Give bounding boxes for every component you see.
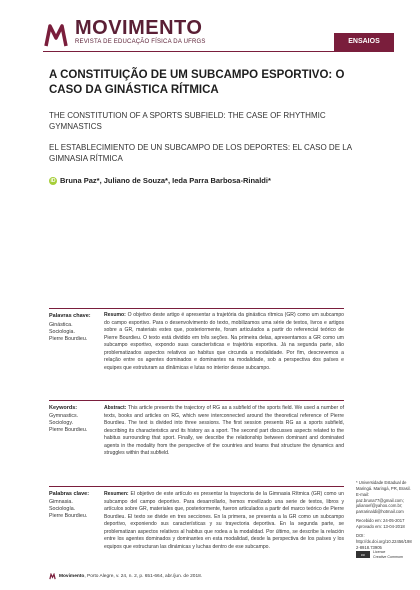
abstract-body: O objetivo deste artigo é apresentar a trajetória da ginástica rítmica (GR) como um subcampo do campo esportivo. Para o desenvolvimento do texto, mobilizamos uma série de textos, livros e artigos sobre a GR, materiais estes que, posteriormente, foram articulados a partir do referencial teórico de Pierre Bourdieu. O texto está dividido em três seções. Na primeira delas, apresentamos a GR como um subcampo esportivo, expondo suas características e trajetória esportiva. Já na segunda parte, são problematizados aspectos relativos ao habitus que circunda a modalidade. Por fim, descrevemos a relação entre os agentes dominados e dominantes na modalidade, sob a perspectiva dos países e equipes que estruturam as dinâmicas e lutas no interior desse subcampo.	[104, 312, 344, 371]
author-emails[interactable]: E-mail: paz.bruna77@gmail.com; julianoef@yahoo.com.br; parrarinaldi@hotmail.com	[356, 492, 404, 514]
abstract-label: Abstract:	[104, 405, 127, 411]
author-affiliation: * Universidade Estadual de Maringá. Maringá, PR, Brasil.	[356, 480, 411, 491]
abstract-divider	[49, 400, 344, 401]
doi-label: DOI:	[356, 533, 365, 538]
keywords-list	[49, 499, 87, 520]
keyword: Sociology.	[49, 420, 74, 426]
journal-brand: MOVIMENTO	[75, 17, 203, 39]
keywords-heading: Palabras clave:	[49, 491, 90, 497]
author-list: Bruna Paz*, Juliano de Souza*, Ieda Parra Barbosa-Rinaldi*	[60, 176, 271, 185]
doi-link[interactable]: http://dx.doi.org/10.22456/1982-8918.73905	[356, 539, 412, 550]
received-date: Recebido em: 24-05-2017	[356, 518, 405, 523]
keywords-heading: Palavras chave:	[49, 313, 91, 319]
abstract-label: Resumen:	[104, 491, 129, 497]
movimento-logo-icon	[44, 22, 68, 48]
abstract-body: El objetivo de este artículo es presentar la trayectoria de la Gimnasia Rítmica (GR) como un subcampo del campo deportivo. Para desarrollarlo, hemos movilizado una serie de textos, libros y artículos sobre GR, materiales que, posteriormente, fueron articulados a partir del marco teórico de Pierre Bourdieu. El texto se divide en tres secciones. En la primera, se presenta a la GR como un subcampo deportivo, exponiendo sus características y su trayectoria deportiva. En la segunda parte, se problematizan aspectos relativos al habitus que rodea a la modalidad. Por último, se describe la relación entre los agentes dominados y dominantes en esta modalidad, desde la perspectiva de los países y los equipos que estructuran las dinámicas y luchas dentro de ese subcampo.	[104, 491, 344, 550]
footer-citation	[59, 574, 202, 579]
abstract-divider	[49, 308, 344, 309]
keyword: Pierre Bourdieu.	[49, 513, 88, 519]
creative-commons-icon[interactable]: cc	[356, 551, 370, 558]
footer-journal: Movimento	[59, 574, 85, 579]
article-title-pt: A CONSTITUIÇÃO DE UM SUBCAMPO ESPORTIVO: O CASO DA GINÁSTICA RÍTMICA	[49, 69, 345, 96]
abstract-body: This article presents the trajectory of RG as a subfield of the sports field. We used a number of texts, books and articles on RG, which were interconnected around the theoretical reference of Pierre Bourdieu. The text is divided into three sessions. The first session presents RG as a sports subfield, describing its characteristics and its history as a sport. The second part discusses aspects related to the habitus surrounding that sport. Finally, we describe the relationship between dominant and dominated agents in the modality from the perspective of the countries and teams that structure the dynamics and struggles within that subfield.	[104, 405, 344, 456]
keywords-heading: Keywords:	[49, 405, 78, 411]
approved-date: Aprovado em: 13-04-2018	[356, 524, 405, 529]
keyword: Pierre Bourdieu.	[49, 427, 88, 433]
section-badge: ENSAIOS	[334, 33, 394, 51]
abstract-en	[104, 405, 344, 458]
journal-subtitle: REVISTA DE EDUCAÇÃO FÍSICA DA UFRGS	[75, 39, 206, 45]
abstract-es	[104, 491, 344, 551]
header-divider	[43, 51, 394, 52]
article-title-es: EL ESTABLECIMIENTO DE UN SUBCAMPO DE LOS DEPORTES: EL CASO DE LA GIMNASIA RÍTMICA	[49, 143, 352, 163]
license-text: Licence Creative Commom	[373, 550, 403, 559]
keywords-list	[49, 322, 87, 343]
footer-citation-text: , Porto Alegre, v. 24, n. 2, p. 651-664, abr./jun. de 2018.	[84, 574, 203, 579]
keyword: Pierre Bourdieu.	[49, 336, 88, 342]
article-title-en: THE CONSTITUTION OF A SPORTS SUBFIELD: THE CASE OF RHYTHMIC GYMNASTICS	[49, 111, 326, 131]
orcid-icon[interactable]: iD	[50, 178, 56, 184]
movimento-footer-icon	[49, 573, 56, 580]
keywords-list	[49, 413, 87, 434]
abstract-pt	[104, 312, 344, 372]
keyword: Gymnastics.	[49, 413, 79, 419]
abstract-divider	[49, 486, 344, 487]
keyword: Sociologia.	[49, 329, 75, 335]
keyword: Ginástica.	[49, 322, 73, 328]
keyword: Gimnasia.	[49, 499, 73, 505]
keyword: Sociología.	[49, 506, 76, 512]
abstract-label: Resumo:	[104, 312, 126, 318]
